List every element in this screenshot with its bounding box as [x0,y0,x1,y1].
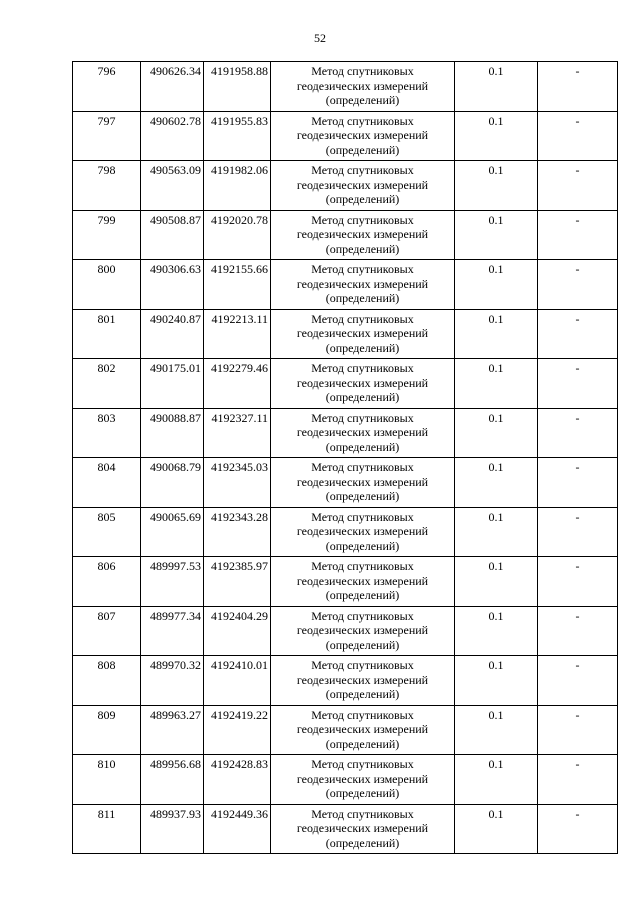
y-coordinate-cell: 4192020.78 [204,210,271,260]
point-number-cell: 798 [73,161,141,211]
table-row [73,111,618,161]
x-coordinate-cell: 489963.27 [141,705,204,755]
y-coordinate-cell: 4192345.03 [204,458,271,508]
method-cell: Метод спутниковых геодезических измерений (определений) [271,606,455,656]
point-number-cell: 805 [73,507,141,557]
accuracy-cell: 0.1 [455,557,538,607]
y-coordinate-cell: 4192279.46 [204,359,271,409]
point-number-cell: 810 [73,755,141,805]
note-cell: - [538,408,618,458]
x-coordinate-cell: 490602.78 [141,111,204,161]
accuracy-cell: 0.1 [455,458,538,508]
y-coordinate-cell: 4192343.28 [204,507,271,557]
method-cell: Метод спутниковых геодезических измерений (определений) [271,705,455,755]
accuracy-cell: 0.1 [455,111,538,161]
point-number-cell: 797 [73,111,141,161]
table-row [73,804,618,854]
method-cell: Метод спутниковых геодезических измерений (определений) [271,557,455,607]
accuracy-cell: 0.1 [455,507,538,557]
method-cell: Метод спутниковых геодезических измерений (определений) [271,111,455,161]
note-cell: - [538,606,618,656]
x-coordinate-cell: 490563.09 [141,161,204,211]
x-coordinate-cell: 490508.87 [141,210,204,260]
note-cell: - [538,804,618,854]
note-cell: - [538,458,618,508]
method-cell: Метод спутниковых геодезических измерений (определений) [271,161,455,211]
page-number: 52 [314,31,326,45]
note-cell: - [538,62,618,112]
table-row [73,606,618,656]
method-cell: Метод спутниковых геодезических измерений (определений) [271,260,455,310]
y-coordinate-cell: 4192213.11 [204,309,271,359]
accuracy-cell: 0.1 [455,161,538,211]
x-coordinate-cell: 489997.53 [141,557,204,607]
note-cell: - [538,260,618,310]
accuracy-cell: 0.1 [455,755,538,805]
y-coordinate-cell: 4192404.29 [204,606,271,656]
y-coordinate-cell: 4192449.36 [204,804,271,854]
method-cell: Метод спутниковых геодезических измерений (определений) [271,359,455,409]
accuracy-cell: 0.1 [455,62,538,112]
coordinates-table [72,61,618,854]
y-coordinate-cell: 4191955.83 [204,111,271,161]
note-cell: - [538,755,618,805]
x-coordinate-cell: 489937.93 [141,804,204,854]
accuracy-cell: 0.1 [455,210,538,260]
method-cell: Метод спутниковых геодезических измерений (определений) [271,656,455,706]
table-row [73,161,618,211]
accuracy-cell: 0.1 [455,260,538,310]
y-coordinate-cell: 4192385.97 [204,557,271,607]
x-coordinate-cell: 490175.01 [141,359,204,409]
accuracy-cell: 0.1 [455,656,538,706]
method-cell: Метод спутниковых геодезических измерений (определений) [271,507,455,557]
point-number-cell: 803 [73,408,141,458]
note-cell: - [538,507,618,557]
note-cell: - [538,557,618,607]
note-cell: - [538,111,618,161]
point-number-cell: 801 [73,309,141,359]
point-number-cell: 802 [73,359,141,409]
point-number-cell: 806 [73,557,141,607]
point-number-cell: 799 [73,210,141,260]
accuracy-cell: 0.1 [455,309,538,359]
table-row [73,656,618,706]
accuracy-cell: 0.1 [455,606,538,656]
accuracy-cell: 0.1 [455,408,538,458]
x-coordinate-cell: 490626.34 [141,62,204,112]
table-row [73,705,618,755]
table-row [73,309,618,359]
y-coordinate-cell: 4192327.11 [204,408,271,458]
note-cell: - [538,656,618,706]
method-cell: Метод спутниковых геодезических измерений (определений) [271,210,455,260]
accuracy-cell: 0.1 [455,705,538,755]
method-cell: Метод спутниковых геодезических измерений (определений) [271,62,455,112]
point-number-cell: 809 [73,705,141,755]
method-cell: Метод спутниковых геодезических измерений (определений) [271,309,455,359]
note-cell: - [538,309,618,359]
table-row [73,210,618,260]
method-cell: Метод спутниковых геодезических измерений (определений) [271,804,455,854]
y-coordinate-cell: 4191958.88 [204,62,271,112]
table-row [73,507,618,557]
note-cell: - [538,705,618,755]
point-number-cell: 808 [73,656,141,706]
note-cell: - [538,359,618,409]
method-cell: Метод спутниковых геодезических измерений (определений) [271,755,455,805]
accuracy-cell: 0.1 [455,359,538,409]
table-row [73,359,618,409]
y-coordinate-cell: 4192410.01 [204,656,271,706]
point-number-cell: 796 [73,62,141,112]
table-row [73,458,618,508]
note-cell: - [538,161,618,211]
x-coordinate-cell: 490068.79 [141,458,204,508]
table-row [73,260,618,310]
y-coordinate-cell: 4192428.83 [204,755,271,805]
x-coordinate-cell: 490065.69 [141,507,204,557]
table-row [73,557,618,607]
y-coordinate-cell: 4192155.66 [204,260,271,310]
x-coordinate-cell: 490306.63 [141,260,204,310]
x-coordinate-cell: 490240.87 [141,309,204,359]
point-number-cell: 811 [73,804,141,854]
y-coordinate-cell: 4191982.06 [204,161,271,211]
point-number-cell: 807 [73,606,141,656]
method-cell: Метод спутниковых геодезических измерений (определений) [271,408,455,458]
point-number-cell: 804 [73,458,141,508]
x-coordinate-cell: 489956.68 [141,755,204,805]
x-coordinate-cell: 489970.32 [141,656,204,706]
note-cell: - [538,210,618,260]
point-number-cell: 800 [73,260,141,310]
y-coordinate-cell: 4192419.22 [204,705,271,755]
x-coordinate-cell: 489977.34 [141,606,204,656]
x-coordinate-cell: 490088.87 [141,408,204,458]
accuracy-cell: 0.1 [455,804,538,854]
table-row [73,755,618,805]
table-row [73,62,618,112]
table-row [73,408,618,458]
method-cell: Метод спутниковых геодезических измерений (определений) [271,458,455,508]
